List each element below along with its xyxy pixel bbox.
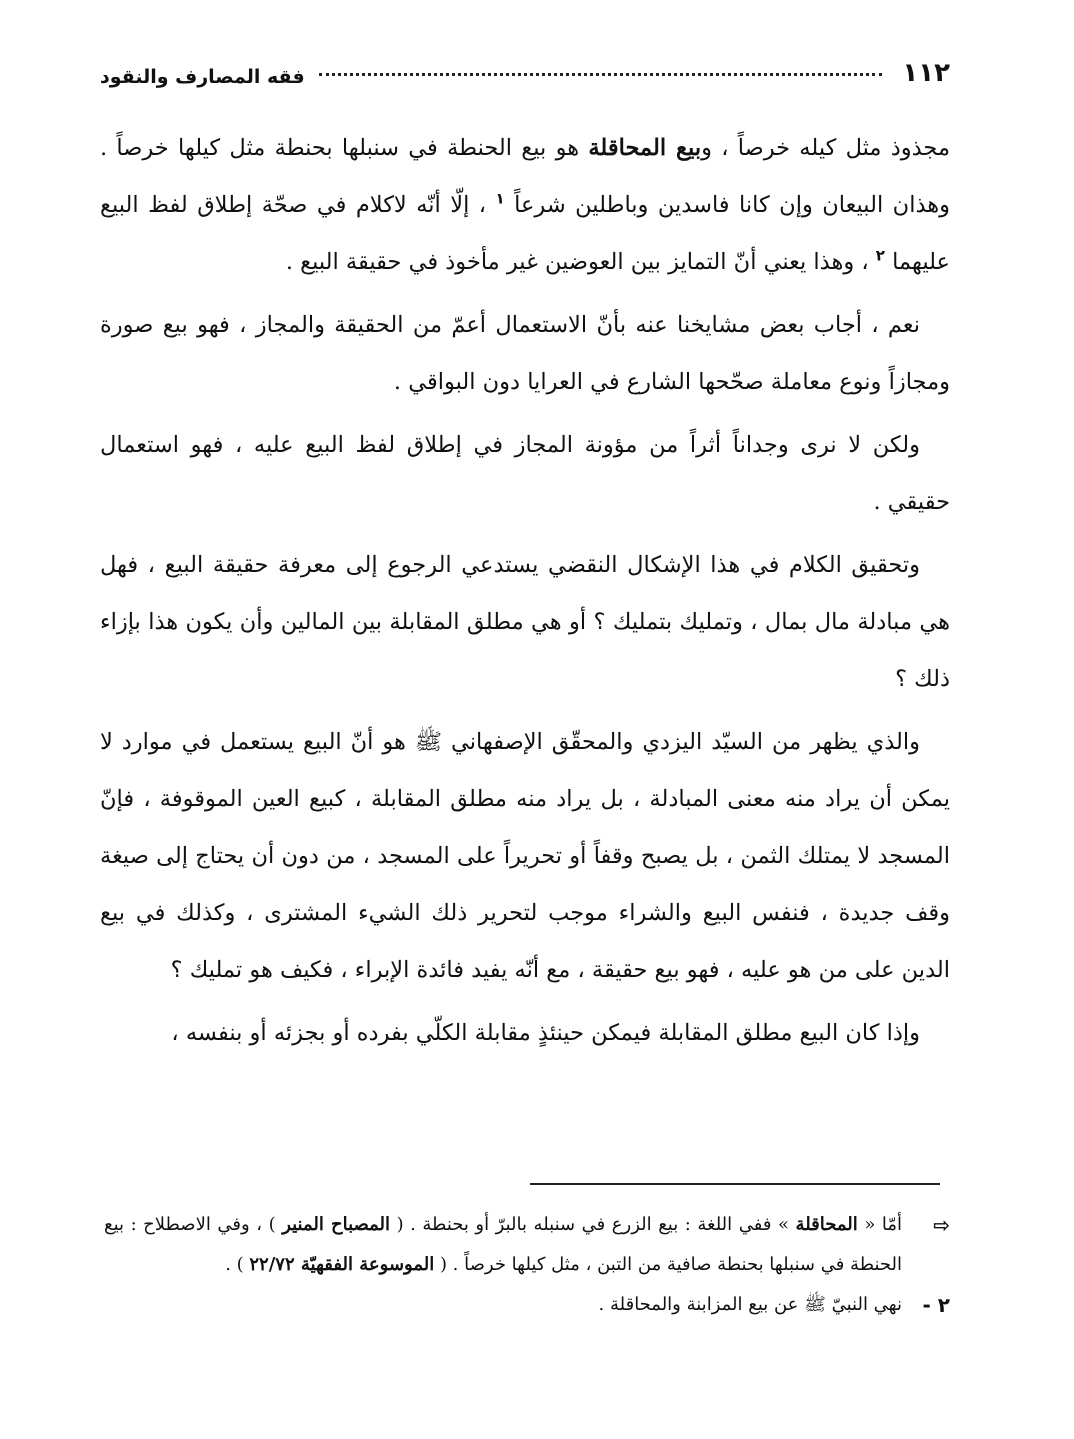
body-text xyxy=(100,120,950,1062)
paragraph-2: نعم ، أجاب بعض مشايخنا عنه بأنّ الاستعمال أعمّ من الحقيقة والمجاز ، فهو بيع صورة ومجازاً ونوع معاملة صحّحها الشارع في العرايا دون البواقي . xyxy=(100,312,950,395)
footnote-ref-2[interactable]: ٢ xyxy=(875,246,885,265)
paragraph-1-text-c: ، إلّا أنّه لاكلام في صحّة إطلاق لفظ البيع عليهما xyxy=(100,192,950,275)
paragraph-5: والذي يظهر من السيّد اليزدي والمحقّق الإصفهاني ﷺ هو أنّ البيع يستعمل في موارد لا يمكن أن يراد منه معنى المبادلة ، بل يراد منه مطلق المقابلة ، كبيع العين الموقوفة ، فإنّ المسجد لا يمتلك الثمن ، بل يصبح وقفاً أو تحريراً على المسجد ، من دون أن يحتاج إلى صيغة وقف جديدة ، فنفس البيع والشراء موجب لتحرير ذلك الشيء المشترى ، وكذلك في بيع الدين على من هو عليه ، فهو بيع حقيقة ، مع أنّه يفيد فائدة الإبراء ، فكيف هو تمليك ؟ xyxy=(100,729,950,983)
continuation-arrow-icon: ⇨ xyxy=(933,1213,950,1237)
document-page xyxy=(100,30,950,1410)
footnote-2 xyxy=(100,1285,950,1325)
footnote-ref-1[interactable]: ١ xyxy=(495,189,505,208)
paragraph-4: وتحقيق الكلام في هذا الإشكال النقضي يستدعي الرجوع إلى معرفة حقيقة البيع ، فهل هي مبادلة مال بمال ، وتمليك بتمليك ؟ أو هي مطلق المقابلة بين المالين وأن يكون هذا بإزاء ذلك ؟ xyxy=(100,552,950,692)
footnote-1-part-b: » ففي اللغة : بيع الزرع في سنبله بالبرّ أو بحنطة . ( xyxy=(390,1214,796,1235)
paragraph-1 xyxy=(100,120,950,291)
footnote-1-term: المحاقلة xyxy=(795,1214,858,1235)
footnote-1 xyxy=(100,1205,950,1285)
header-dot-leader xyxy=(319,72,883,76)
paragraph-1-text-b: هو بيع الحنطة في سنبلها بحنطة مثل كيلها خرصاً . وهذان البيعان وإن كانا فاسدين وباطلين شرعاً xyxy=(100,135,950,218)
paragraph-3: ولكن لا نرى وجداناً أثراً من مؤونة المجاز في إطلاق لفظ البيع عليه ، فهو استعمال حقيقي . xyxy=(100,432,950,515)
page-number: ١١٢ xyxy=(902,58,950,88)
running-header xyxy=(100,30,950,88)
footnote-2-marker: ٢ - xyxy=(922,1293,950,1317)
footnote-1-part-a: أمّا « xyxy=(857,1214,902,1235)
running-title: فقه المصارف والنقود xyxy=(100,66,305,88)
footnote-1-text xyxy=(100,1205,902,1285)
footnotes xyxy=(100,1205,950,1325)
paragraph-6: وإذا كان البيع مطلق المقابلة فيمكن حينئذٍ مقابلة الكلّي بفرده أو بجزئه أو بنفسه ، xyxy=(171,1020,920,1046)
footnote-1-part-c: ) ، وفي الاصطلاح : بيع الحنطة في سنبلها بحنطة صافية من التبن ، مثل كيلها خرصاً . ( xyxy=(104,1214,902,1275)
footnote-1-part-d: ) . xyxy=(225,1254,250,1275)
paragraph-1-text-d: ، وهذا يعني أنّ التمايز بين العوضين غير مأخوذ في حقيقة البيع . xyxy=(285,249,876,275)
footnote-2-text: نهي النبيّ ﷺ عن بيع المزابنة والمحاقلة . xyxy=(598,1294,902,1315)
term-muhaqala: بيع المحاقلة xyxy=(588,135,702,161)
footnote-1-source-2: الموسوعة الفقهيّة ٢٢/٧٢ xyxy=(249,1254,435,1275)
footnote-1-source-1: المصباح المنير xyxy=(282,1214,391,1235)
footnote-separator xyxy=(530,1183,940,1185)
paragraph-1-text-a: مجذوذ مثل كيله خرصاً ، و xyxy=(701,135,951,161)
